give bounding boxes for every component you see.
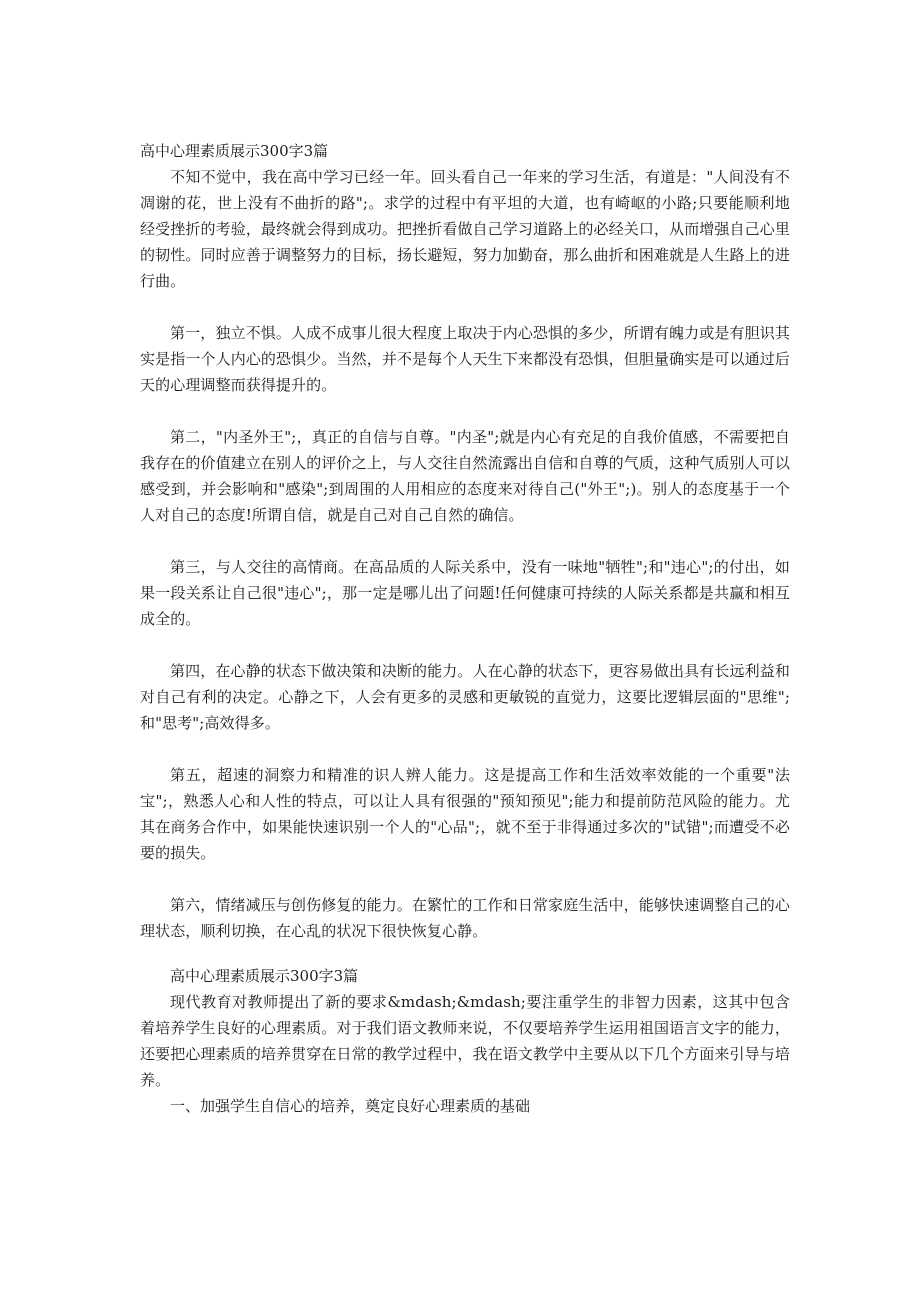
point-6-paragraph: 第六，情绪减压与创伤修复的能力。在繁忙的工作和日常家庭生活中，能够快速调整自己的心理状态，顺利切换，在心乱的状况下很快恢复心静。 bbox=[140, 896, 790, 940]
point-1-paragraph: 第一，独立不惧。人成不成事儿很大程度上取决于内心恐惧的多少，所谓有魄力或是有胆识其实是指一个人内心的恐惧少。当然，并不是每个人天生下来都没有恐惧，但胆量确实是可以通过后天的心理调整而获得提升的。 bbox=[140, 324, 790, 394]
section-heading: 一、加强学生自信心的培养，奠定良好心理素质的基础 bbox=[170, 1097, 531, 1115]
point-2-paragraph: 第二，"内圣外王";，真正的自信与自尊。"内圣";就是内心有充足的自我价值感，不需要把自我存在的价值建立在别人的评价之上，与人交往自然流露出自信和自尊的气质，这种气质别人可以感受到，并会影响和"感染";到周围的人用相应的态度来对待自己("外王";)。别人的态度基于一个人对自己的态度!所谓自信，就是自己对自己自然的确信。 bbox=[140, 428, 790, 524]
point-5-paragraph: 第五，超速的洞察力和精准的识人辨人能力。这是提高工作和生活效率效能的一个重要"法宝";，熟悉人心和人性的特点，可以让人具有很强的"预知预见";能力和提前防范风险的能力。尤其在商务合作中，如果能快速识别一个人的"心品";，就不至于非得通过多次的"试错";而遭受不必要的损失。 bbox=[140, 766, 790, 862]
point-3-paragraph: 第三，与人交往的高情商。在高品质的人际关系中，没有一味地"牺牲";和"违心";的付出，如果一段关系让自己很"违心";，那一定是哪儿出了问题!任何健康可持续的人际关系都是共赢和相互成全的。 bbox=[140, 558, 790, 628]
second-title: 高中心理素质展示300字3篇 bbox=[170, 967, 359, 985]
document-title: 高中心理素质展示300字3篇 bbox=[140, 142, 329, 160]
intro-paragraph: 不知不觉中，我在高中学习已经一年。回头看自己一年来的学习生活，有道是："人间没有不凋谢的花，世上没有不曲折的路";。求学的过程中有平坦的大道，也有崎岖的小路;只要能顺利地经受挫折的考验，最终就会得到成功。把挫折看做自己学习道路上的必经关口，从而增强自己心里的韧性。同时应善于调整努力的目标，扬长避短，努力加勤奋，那么曲折和困难就是人生路上的进行曲。 bbox=[140, 168, 790, 290]
point-4-paragraph: 第四，在心静的状态下做决策和决断的能力。人在心静的状态下，更容易做出具有长远利益和对自己有利的决定。心静之下，人会有更多的灵感和更敏锐的直觉力，这要比逻辑层面的"思维";和"思考";高效得多。 bbox=[140, 662, 790, 732]
document-body bbox=[140, 138, 790, 1119]
education-paragraph: 现代教育对教师提出了新的要求&mdash;&mdash;要注重学生的非智力因素，这其中包含着培养学生良好的心理素质。对于我们语文教师来说，不仅要培养学生运用祖国语言文字的能力，还要把心理素质的培养贯穿在日常的教学过程中，我在语文教学中主要从以下几个方面来引导与培养。 bbox=[140, 993, 790, 1089]
